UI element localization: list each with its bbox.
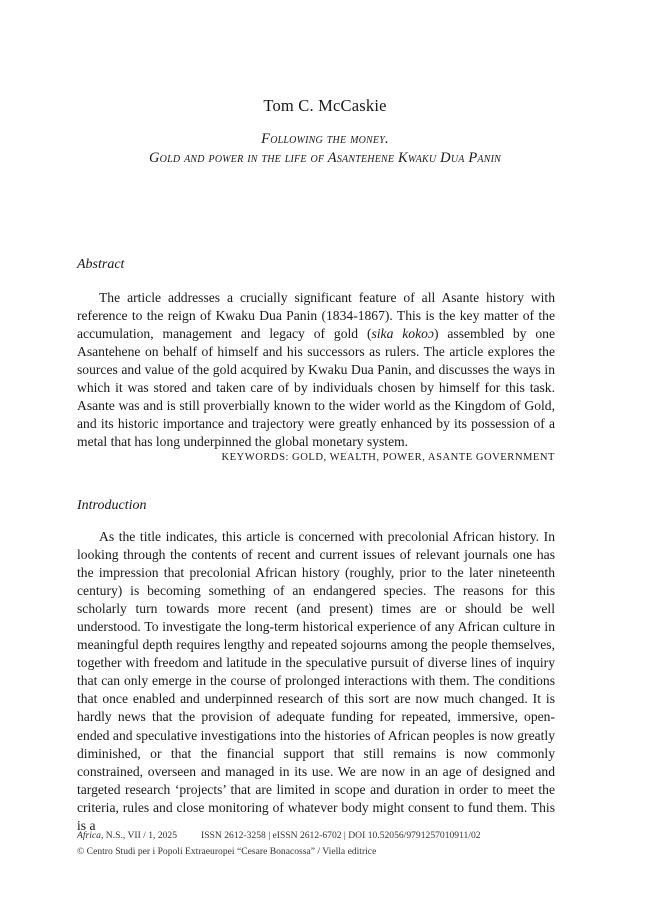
abstract-text-part-1: The article addresses a crucially significant feature of all Asante history with reference to the reign of Kwaku Dua Panin (1834-1867). This is the key matter of the accumulation, management and legacy of gold (	[77, 290, 555, 342]
article-title-line-1: Following the money.	[261, 131, 389, 147]
footer-copyright: © Centro Studi per i Popoli Extraeuropei “Cesare Bonacossa” / Viella editrice	[77, 846, 377, 857]
abstract-heading: Abstract	[77, 257, 125, 272]
footer-journal-name: Africa	[77, 830, 101, 841]
author-name: Tom C. McCaskie	[263, 96, 387, 115]
keywords-line: KEYWORDS: GOLD, WEALTH, POWER, ASANTE GOVERNMENT	[221, 452, 555, 463]
introduction-paragraph: As the title indicates, this article is concerned with precolonial African history. In looking through the contents of recent and current issues of relevant journals one has the impression that precolonial African history (roughly, prior to the later nineteenth century) is becoming something of an endangered species. The reasons for this scholarly turn towards more recent (and present) times are or should be well understood. To investigate the long-term historical experience of any African culture in meaningful depth requires lengthy and repeated sojourns among the people themselves, together with freedom and latitude in the speculative pursuit of diverse lines of inquiry that can only emerge in the course of prolonged interactions with them. The conditions that once enabled and underpinned research of this sort are now much changed. It is hardly news that the provision of adequate funding for repeated, immersive, open-ended and speculative investigations into the histories of African peoples is now greatly diminished, or that the financial support that still remains is now commonly constrained, overseen and managed in its use. We are now in an age of designed and targeted research ‘projects’ that are limited in scope and duration in order to meet the criteria, rules and close monitoring of whatever body might consent to fund them. This is a	[77, 529, 555, 833]
abstract-italic-term: sika kokoɔ	[371, 326, 434, 342]
footer-issue: , N.S., VII / 1, 2025	[100, 830, 178, 841]
article-title-line-2: Gold and power in the life of Asantehene Kwaku Dua Panin	[148, 150, 502, 166]
abstract-text-part-2: ) assembled by one Asantehene on behalf of himself and his successors as rulers. The article explores the sources and value of the gold acquired by Kwaku Dua Panin, and discusses the ways in which it was stored and taken care of by individuals chosen by himself for this task. Asante was and is still proverbially known to the wider world as the Kingdom of Gold, and its historic importance and trajectory were greatly enhanced by its possession of a metal that has long underpinned the global monetary system.	[77, 326, 555, 450]
footer-citation	[77, 830, 577, 841]
introduction-heading: Introduction	[77, 498, 147, 513]
footer-identifiers: ISSN 2612-3258 | eISSN 2612-6702 | DOI 10.52056/9791257010911/02	[201, 830, 481, 841]
abstract-paragraph	[77, 289, 555, 451]
